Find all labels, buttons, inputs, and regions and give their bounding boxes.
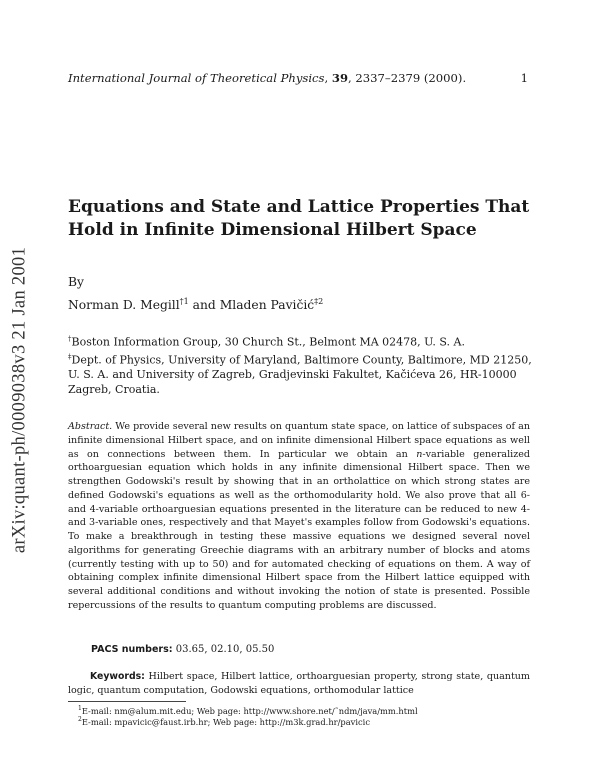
header-separator: , [324,71,332,85]
arxiv-stamp [2,190,38,610]
abstract [68,420,530,613]
by-line: By [68,275,84,289]
pacs-values: 03.65, 02.10, 05.50 [172,644,275,655]
affiliation-2-text: Dept. of Physics, University of Maryland, Baltimore County, Baltimore, MD 21250, U. S. A. and University of Zagreb, Gradjevinski Fakultet, Kačićeva 26, HR-10000 Zagreb, Croatia. [68,353,532,397]
author-2-marks: ‡2 [314,297,324,306]
footnote-1-mark: 1 [78,705,82,712]
author-1: Norman D. Megill [68,298,180,313]
affiliation-1 [68,332,538,350]
pacs-label: PACS numbers: [91,644,173,655]
footnote-rule [68,701,186,702]
paper-title: Equations and State and Lattice Properties That Hold in Infinite Dimensional Hilbert Space [68,197,530,240]
author-1-marks: †1 [179,297,189,306]
affiliation-2 [68,350,538,398]
running-header [68,70,528,86]
keywords-text: Hilbert space, Hilbert lattice, orthoarguesian property, strong state, quantum logic, quantum computation, Godowski equations, orthomodular lattice [68,671,530,696]
journal-pages: , 2337–2379 (2000). [348,71,467,85]
affiliations [68,332,538,397]
abstract-text-a: We provide several new results on quantum state space, on lattice of subspaces of an infinite dimensional Hilbert space, and on infinite dimensional Hilbert space equations as well as on connections between them. In particular we obtain an [68,421,530,460]
journal-volume: 39 [331,71,349,85]
pacs-numbers [91,644,274,655]
keywords [68,670,530,698]
abstract-variable-n: n [416,448,423,460]
footnote-1-text: E-mail: nm@alum.mit.edu; Web page: http://www.shore.net/˜ndm/java/mm.html [81,705,418,716]
footnote-2-text: E-mail: mpavicic@faust.irb.hr; Web page: http://m3k.grad.hr/pavicic [81,716,370,727]
keywords-label: Keywords: [90,671,145,682]
affiliation-1-text: Boston Information Group, 30 Church St., Belmont MA 02478, U. S. A. [71,335,465,349]
affiliation-2-mark: ‡ [68,352,72,361]
page-number: 1 [520,71,528,85]
journal-name: International Journal of Theoretical Physics [68,71,325,85]
abstract-label: Abstract. [68,421,113,432]
abstract-text-b: -variable generalized orthoarguesian equation which holds in any infinite dimensional Hilbert space. Then we strengthen Godowski's result by showing that in an ortholattice on which strong states are defined Godowski's equations as well as the orthomodularity hold. We also prove that all 6- and 4-variable orthoarguesian equations presented in the literature can be reduced to new 4- and 3-variable ones, respectively and that Mayet's examples follow from Godowski's equations. To make a breakthrough in testing these massive equations we designed several novel algorithms for generating Greechie diagrams with an arbitrary number of blocks and atoms (currently testing with up to 50) and for automated checking of equations on them. A way of obtaining complex infinite dimensional Hilbert space from the Hilbert lattice equipped with several additional conditions and without invoking the notion of state is presented. Possible repercussions of the results to quantum computing problems are discussed. [68,448,530,611]
author-2: Mladen Pavičić [219,298,315,313]
footnote-2-mark: 2 [78,716,82,723]
footnote-2 [78,714,528,728]
affiliation-1-mark: † [68,335,72,343]
arxiv-stamp-text: arXiv:quant-ph/0009038v3 21 Jan 2001 [9,246,30,554]
author-conjunction: and [188,298,220,313]
author-list [68,297,323,312]
